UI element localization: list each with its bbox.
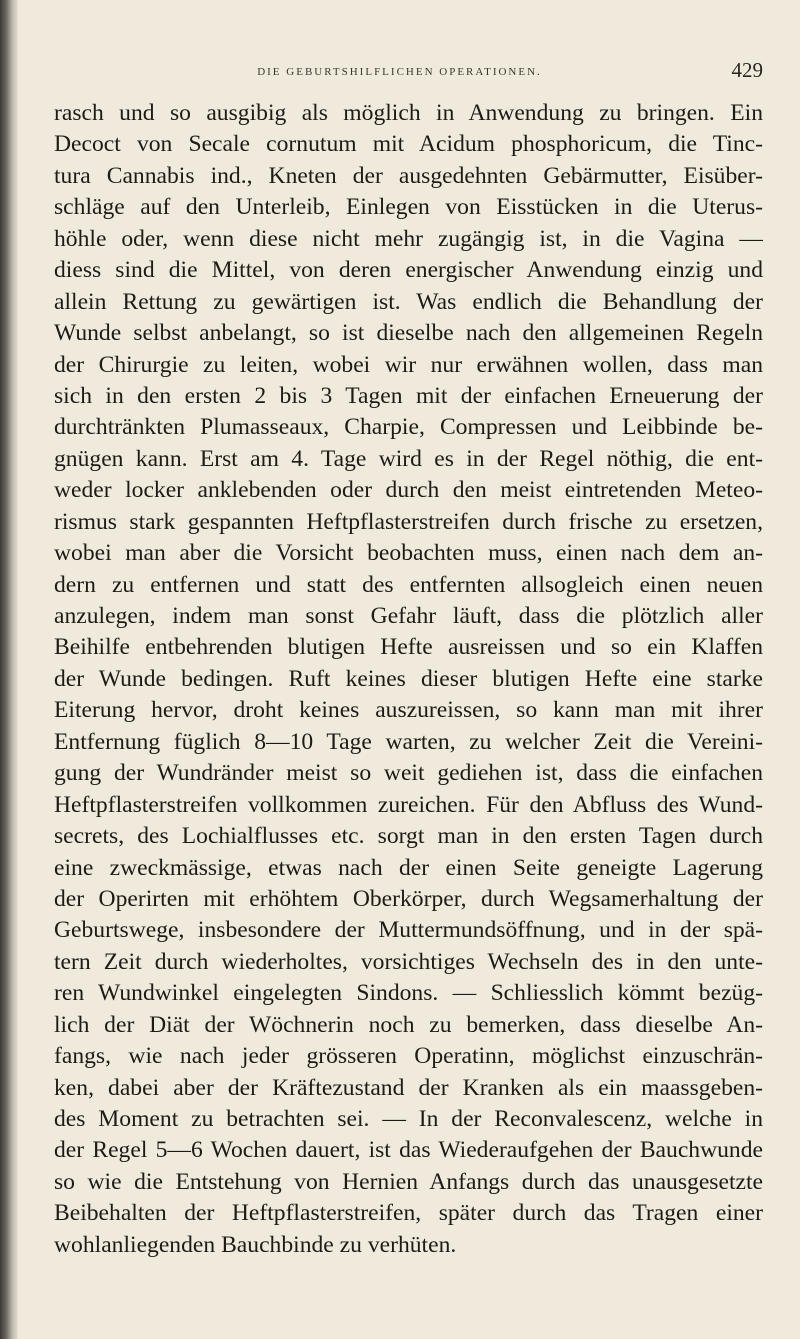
page-number: 429 bbox=[731, 58, 763, 82]
text-line: Geburtswege, insbesondere der Muttermundsöffnung, und in der spä- bbox=[54, 917, 763, 944]
text-line: schläge auf den Unterleib, Einlegen von Eisstücken in die Uterus- bbox=[54, 194, 763, 221]
text-line: des Moment zu betrachten sei. — In der Reconvalescenz, welche in bbox=[54, 1106, 763, 1132]
text-line: rismus stark gespannten Heftpflasterstreifen durch frische zu ersetzen, bbox=[54, 508, 763, 535]
text-line: Wunde selbst anbelangt, so ist dieselbe nach den allgemeinen Regeln bbox=[54, 320, 763, 347]
text-line: höhle oder, wenn diese nicht mehr zugängig ist, in die Vagina — bbox=[54, 225, 763, 252]
book-spine-shadow bbox=[0, 0, 18, 1339]
text-line: ren Wundwinkel eingelegten Sindons. — Schliesslich kömmt bezüg- bbox=[54, 980, 763, 1007]
text-line: ken, dabei aber der Kräftezustand der Kranken als ein maassgeben- bbox=[54, 1074, 763, 1101]
text-line: der Chirurgie zu leiten, wobei wir nur erwähnen wollen, dass man bbox=[54, 351, 763, 378]
text-line: wohlanliegenden Bauchbinde zu verhüten. bbox=[54, 1231, 457, 1258]
text-line: durchtränkten Plumasseaux, Charpie, Compressen und Leibbinde be- bbox=[54, 414, 763, 441]
running-title: DIE GEBURTSHILFLICHEN OPERATIONEN. bbox=[257, 66, 542, 78]
text-line: secrets, des Lochialflusses etc. sorgt man in den ersten Tagen durch bbox=[54, 823, 763, 850]
text-line: Beihilfe entbehrenden blutigen Hefte ausreissen und so ein Klaffen bbox=[54, 634, 763, 661]
text-line: fangs, wie nach jeder grösseren Operatinn, möglichst einzuschrän- bbox=[54, 1043, 763, 1070]
text-line: diess sind die Mittel, von deren energischer Anwendung einzig und bbox=[54, 257, 763, 284]
text-line: weder locker anklebenden oder durch den meist eintretenden Meteo- bbox=[54, 477, 763, 504]
text-line: Heftpflasterstreifen vollkommen zureichen. Für den Abfluss des Wund- bbox=[54, 791, 763, 818]
text-line: der Operirten mit erhöhtem Oberkörper, durch Wegsamerhaltung der bbox=[54, 885, 763, 912]
text-line: gung der Wundränder meist so weit gediehen ist, dass die einfachen bbox=[54, 760, 763, 787]
body-text bbox=[54, 98, 763, 1261]
text-line: Decoct von Secale cornutum mit Acidum phosphoricum, die Tinc- bbox=[54, 131, 763, 158]
text-line: rasch und so ausgibig als möglich in Anwendung zu bringen. Ein bbox=[54, 100, 763, 126]
text-line: der Wunde bedingen. Ruft keines dieser blutigen Hefte eine starke bbox=[54, 665, 763, 692]
text-line: wobei man aber die Vorsicht beobachten muss, einen nach dem an- bbox=[54, 540, 763, 567]
text-line: Eiterung hervor, droht keines auszureissen, so kann man mit ihrer bbox=[54, 697, 763, 724]
text-line: eine zweckmässige, etwas nach der einen Seite geneigte Lagerung bbox=[54, 854, 763, 881]
text-line: der Regel 5—6 Wochen dauert, ist das Wiederaufgehen der Bauchwunde bbox=[54, 1137, 763, 1164]
text-line: dern zu entfernen und statt des entfernten allsogleich einen neuen bbox=[54, 571, 763, 598]
text-line: anzulegen, indem man sonst Gefahr läuft, dass die plötzlich aller bbox=[54, 603, 763, 629]
text-line: so wie die Entstehung von Hernien Anfangs durch das unausgesetzte bbox=[54, 1168, 763, 1195]
text-line: allein Rettung zu gewärtigen ist. Was endlich die Behandlung der bbox=[54, 288, 763, 315]
running-head bbox=[36, 58, 763, 88]
text-line: tern Zeit durch wiederholtes, vorsichtiges Wechseln des in den unte- bbox=[54, 948, 763, 975]
book-page bbox=[36, 0, 776, 1339]
text-line: Beibehalten der Heftpflasterstreifen, später durch das Tragen einer bbox=[54, 1200, 763, 1227]
text-line: sich in den ersten 2 bis 3 Tagen mit der einfachen Erneuerung der bbox=[54, 382, 763, 409]
text-line: lich der Diät der Wöchnerin noch zu bemerken, dass dieselbe An- bbox=[54, 1011, 763, 1038]
text-line: tura Cannabis ind., Kneten der ausgedehnten Gebärmutter, Eisüber- bbox=[54, 162, 763, 189]
text-line: gnügen kann. Erst am 4. Tage wird es in der Regel nöthig, die ent- bbox=[54, 445, 763, 472]
text-line: Entfernung füglich 8—10 Tage warten, zu welcher Zeit die Vereini- bbox=[54, 728, 763, 755]
